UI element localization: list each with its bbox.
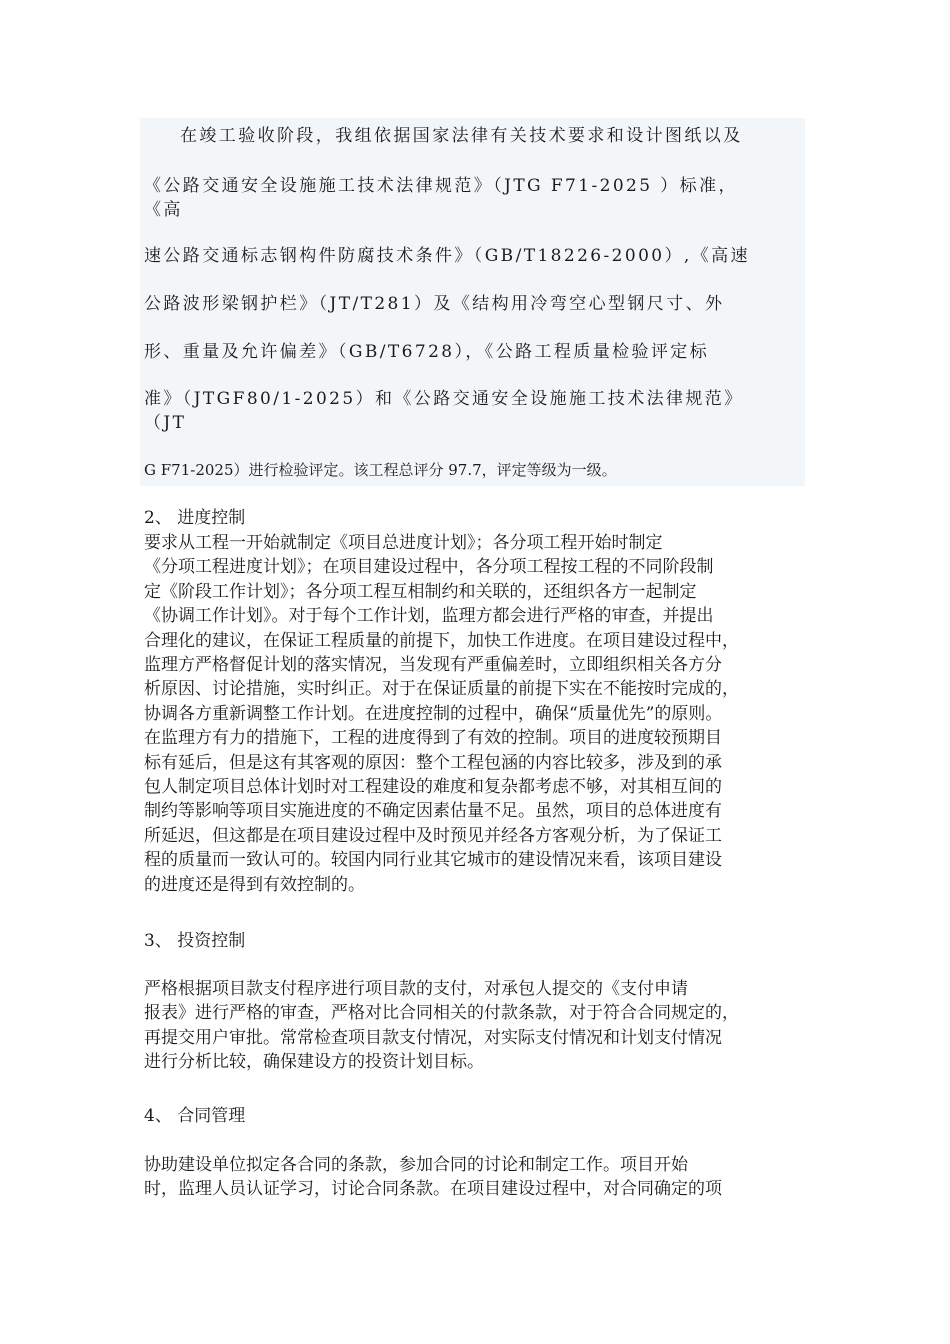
section2-line: 制约等影响等项目实施进度的不确定因素估量不足。虽然，项目的总体进度有 <box>144 801 722 822</box>
section1-line-7: 准》（JTGF80/1-2025）和《公路交通安全设施施工技术法律规范》 <box>144 389 744 409</box>
section3-line: 进行分析比较，确保建设方的投资计划目标。 <box>144 1052 484 1073</box>
section2-line: 析原因、讨论措施，实时纠正。对于在保证质量的前提下实在不能按时完成的， <box>144 679 739 700</box>
section1-line-9: G F71-2025）进行检验评定。该工程总评分 97.7，评定等级为一级。 <box>144 461 617 479</box>
section2-line: 在监理方有力的措施下，工程的进度得到了有效的控制。项目的进度较预期目 <box>144 728 722 749</box>
section2-line: 定《阶段工作计划》；各分项工程互相制约和关联的，还组织各方一起制定 <box>144 581 697 602</box>
section2-line: 包人制定项目总体计划时对工程建设的难度和复杂都考虑不够，对其相互间的 <box>144 777 722 798</box>
section4-line: 时，监理人员认证学习，讨论合同条款。在项目建设过程中，对合同确定的项 <box>144 1179 722 1200</box>
section2-line: 要求从工程一开始就制定《项目总进度计划》；各分项工程开始时制定 <box>144 533 663 553</box>
section1-line-4: 速公路交通标志钢构件防腐技术条件》（GB/T18226-2000）,《高速 <box>144 246 750 266</box>
section1-line-8: （JT <box>144 413 187 433</box>
section1-line-6: 形、重量及允许偏差》（GB/T6728），《公路工程质量检验评定标 <box>144 342 710 362</box>
section2-line: 所延迟，但这都是在项目建设过程中及时预见并经各方客观分析，为了保证工 <box>144 825 722 846</box>
section1-line-5: 公路波形梁钢护栏》（JT/T281）及《结构用冷弯空心型钢尺寸、外 <box>144 294 725 314</box>
section2-line: 监理方严格督促计划的落实情况，当发现有严重偏差时，立即组织相关各方分 <box>144 655 722 676</box>
section2-line: 标有延后，但是这有其客观的原因：整个工程包涵的内容比较多，涉及到的承 <box>144 752 722 773</box>
section2-heading: 2、 进度控制 <box>144 508 246 528</box>
section4-line: 协助建设单位拟定各合同的条款，参加合同的讨论和制定工作。项目开始 <box>144 1155 688 1175</box>
section1-line-1: 在竣工验收阶段，我组依据国家法律有关技术要求和设计图纸以及 <box>180 126 743 146</box>
section2-line: 的进度还是得到有效控制的。 <box>144 874 365 895</box>
section2-line: 《分项工程进度计划》；在项目建设过程中，各分项工程按工程的不同阶段制 <box>144 557 714 578</box>
section3-paragraph <box>144 977 806 1075</box>
section4-paragraph <box>144 1153 806 1202</box>
section3-line: 报表》进行严格的审查，严格对比合同相关的付款条款，对于符合合同规定的， <box>144 1003 739 1024</box>
section2-line: 协调各方重新调整工作计划。在进度控制的过程中，确保“质量优先”的原则。 <box>144 703 723 724</box>
section2-line: 程的质量而一致认可的。较国内同行业其它城市的建设情况来看，该项目建设 <box>144 850 722 871</box>
section2-line: 合理化的建议，在保证工程质量的前提下，加快工作进度。在项目建设过程中， <box>144 630 739 651</box>
section3-line: 再提交用户审批。常常检查项目款支付情况，对实际支付情况和计划支付情况 <box>144 1027 722 1048</box>
section3-line: 严格根据项目款支付程序进行项目款的支付，对承包人提交的《支付申请 <box>144 979 688 999</box>
section1-line-2: 《公路交通安全设施施工技术法律规范》（JTG F71-2025 ）标准， <box>144 176 738 196</box>
section4-heading: 4、 合同管理 <box>144 1106 246 1126</box>
section2-line: 《协调工作计划》。对于每个工作计划，监理方都会进行严格的审查，并提出 <box>144 606 714 627</box>
section2-paragraph <box>144 531 806 897</box>
section1-line-3: 《高 <box>144 200 183 220</box>
section3-heading: 3、 投资控制 <box>144 931 246 951</box>
